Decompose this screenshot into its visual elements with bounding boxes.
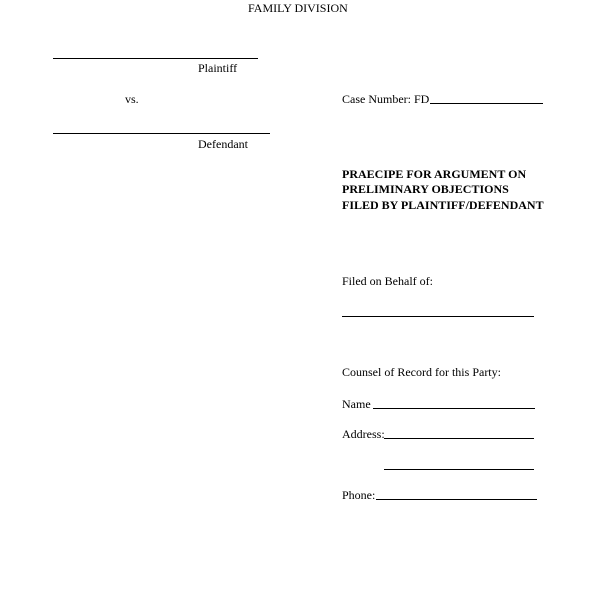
division-heading: FAMILY DIVISION: [248, 1, 348, 15]
counsel-name-label: Name: [342, 397, 371, 411]
versus-label: vs.: [125, 92, 139, 106]
document-title-line-2: PRELIMINARY OBJECTIONS: [342, 182, 509, 196]
plaintiff-name-line[interactable]: [53, 58, 258, 59]
counsel-address-label: Address:: [342, 427, 385, 441]
filed-on-behalf-label: Filed on Behalf of:: [342, 274, 433, 288]
defendant-name-line[interactable]: [53, 133, 270, 134]
case-number-line[interactable]: [430, 103, 543, 104]
document-title-line-1: PRAECIPE FOR ARGUMENT ON: [342, 167, 527, 181]
defendant-label: Defendant: [198, 137, 248, 151]
counsel-phone-line[interactable]: [376, 499, 537, 500]
counsel-address-line-2[interactable]: [384, 469, 534, 470]
filed-on-behalf-line[interactable]: [342, 316, 534, 317]
counsel-phone-label: Phone:: [342, 488, 376, 502]
case-number-label: Case Number: FD: [342, 92, 430, 106]
counsel-heading: Counsel of Record for this Party:: [342, 365, 501, 379]
counsel-name-line[interactable]: [373, 408, 535, 409]
document-title-line-3: FILED BY PLAINTIFF/DEFENDANT: [342, 198, 544, 212]
counsel-address-line-1[interactable]: [384, 438, 534, 439]
plaintiff-label: Plaintiff: [198, 61, 238, 75]
